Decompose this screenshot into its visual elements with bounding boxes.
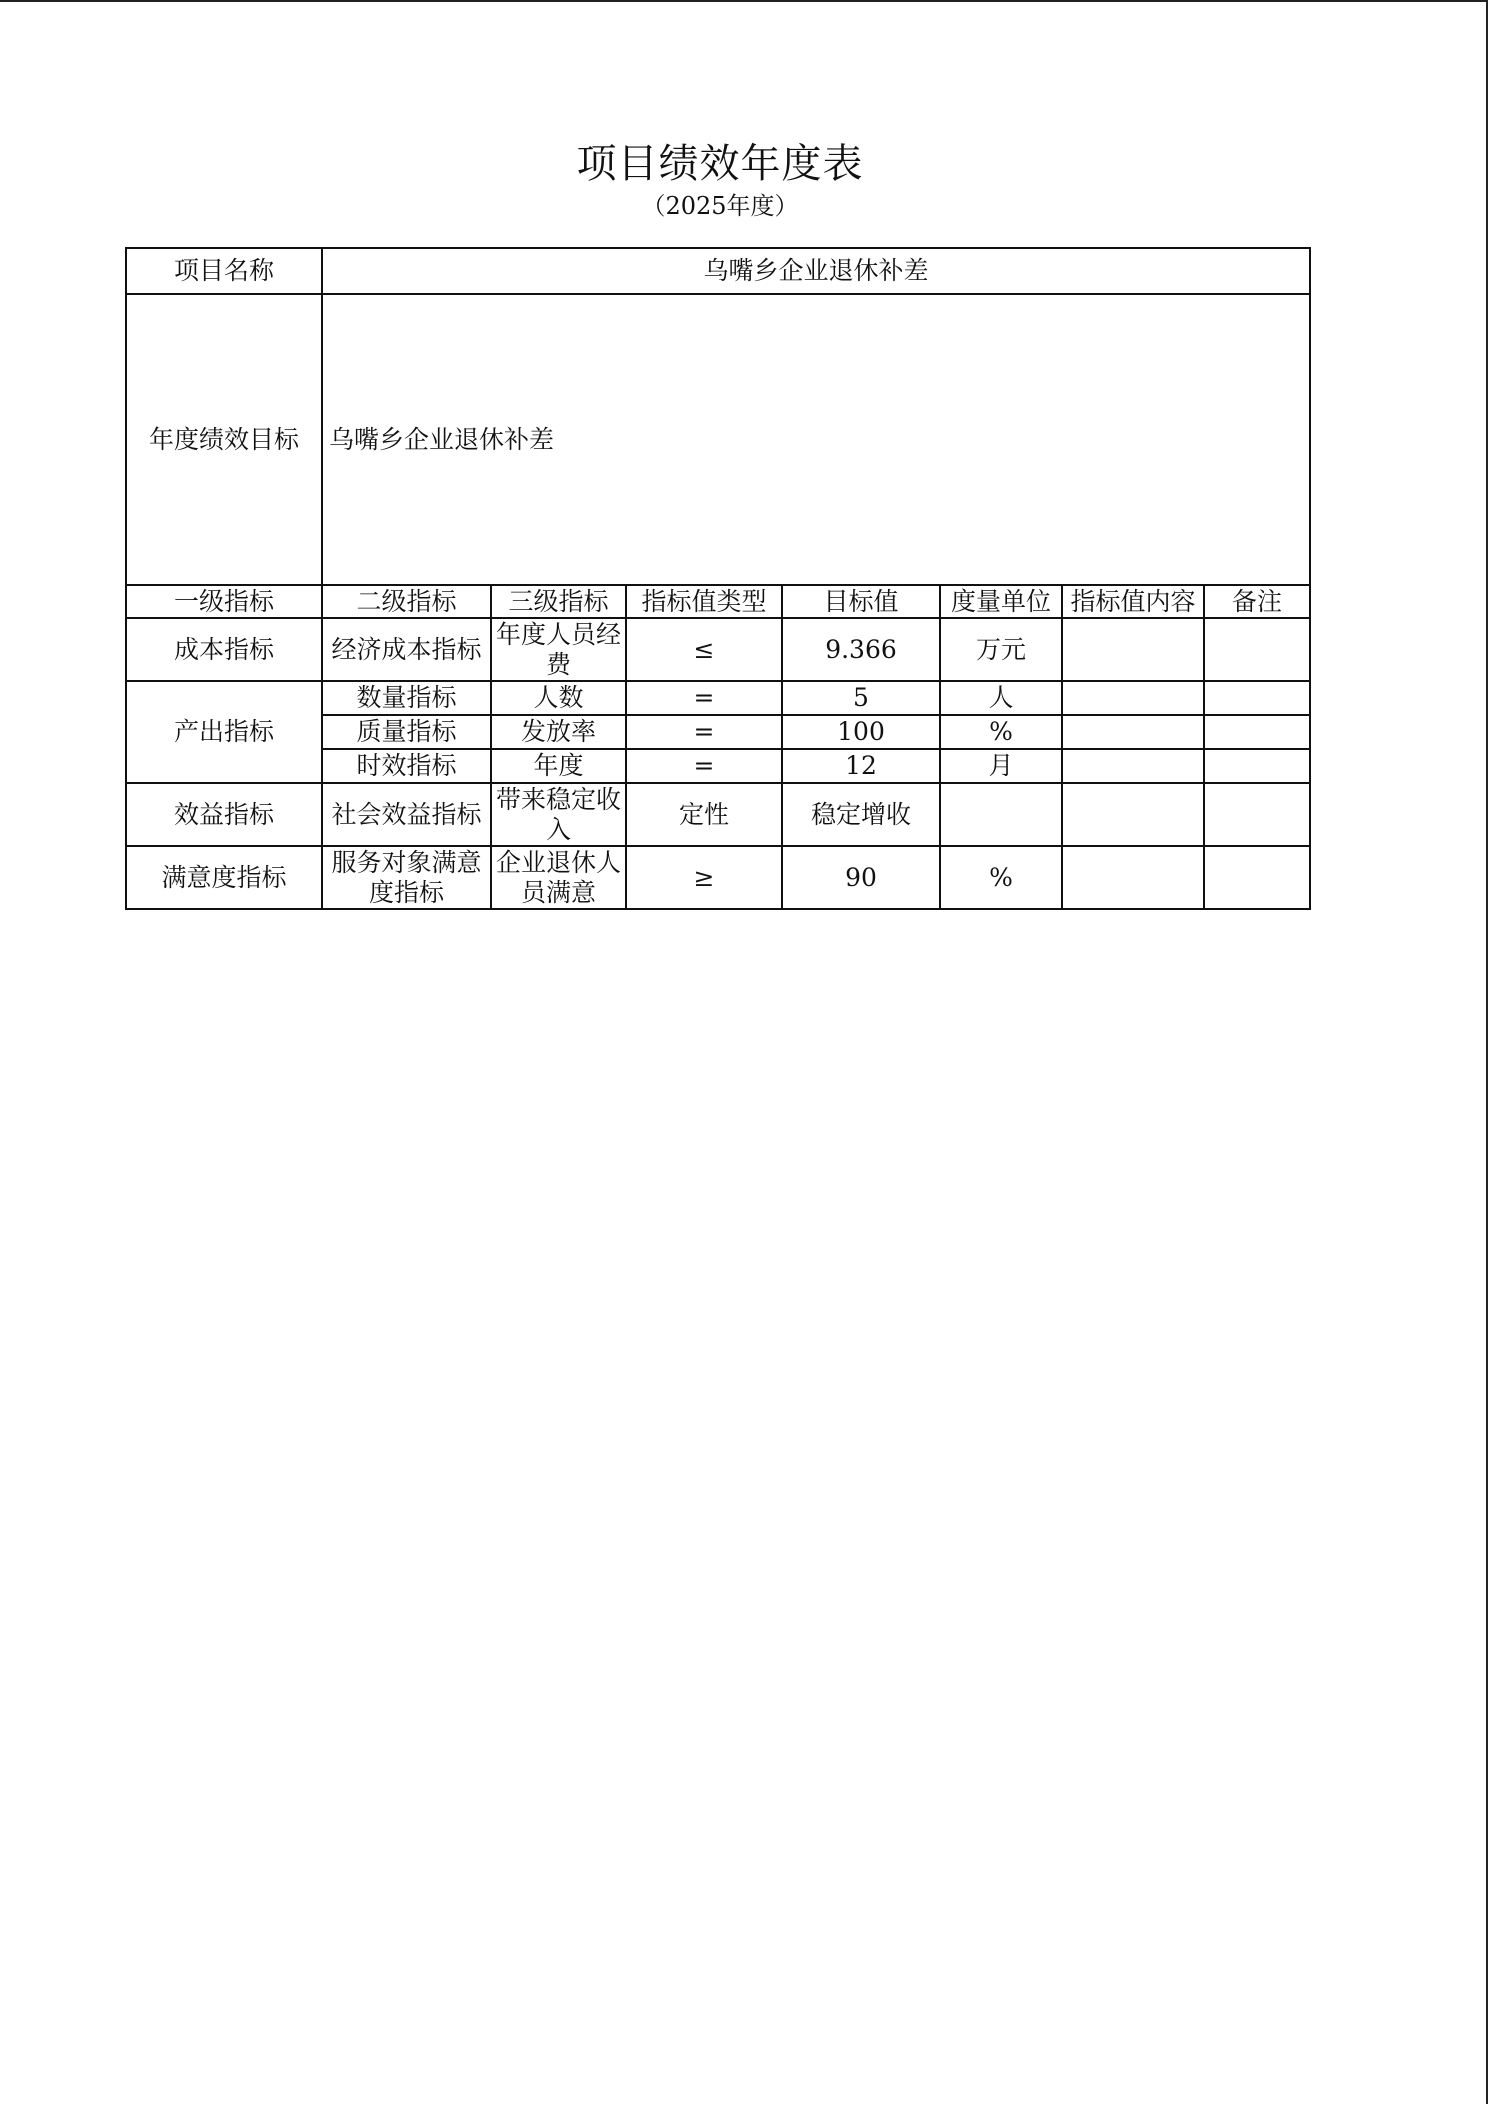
level3-cell: 年度人员经费 <box>491 618 626 681</box>
value-content-cell <box>1062 618 1204 681</box>
level2-cell: 社会效益指标 <box>322 783 491 846</box>
page-subtitle: （2025年度） <box>641 192 799 220</box>
value-content-cell <box>1062 681 1204 715</box>
header-level1: 一级指标 <box>126 585 322 618</box>
project-name-label: 项目名称 <box>126 248 322 294</box>
header-note: 备注 <box>1204 585 1310 618</box>
level2-cell: 服务对象满意度指标 <box>322 846 491 909</box>
level3-cell: 带来稳定收入 <box>491 783 626 846</box>
header-unit: 度量单位 <box>940 585 1062 618</box>
group-satisfaction: 满意度指标 <box>126 846 322 909</box>
value-type-cell: 定性 <box>626 783 782 846</box>
level3-cell: 年度 <box>491 749 626 783</box>
target-value-cell: 100 <box>782 715 940 749</box>
unit-cell: % <box>940 846 1062 909</box>
value-type-cell: = <box>626 749 782 783</box>
value-content-cell <box>1062 846 1204 909</box>
unit-cell: 月 <box>940 749 1062 783</box>
note-cell <box>1204 715 1310 749</box>
level3-cell: 企业退休人员满意 <box>491 846 626 909</box>
annual-goal-label: 年度绩效目标 <box>126 294 322 585</box>
level3-cell: 人数 <box>491 681 626 715</box>
header-value-type: 指标值类型 <box>626 585 782 618</box>
table-row <box>126 618 1310 681</box>
target-value-cell: 90 <box>782 846 940 909</box>
page-title: 项目绩效年度表 <box>576 141 864 187</box>
table-row <box>126 681 1310 715</box>
group-benefit: 效益指标 <box>126 783 322 846</box>
target-value-cell: 12 <box>782 749 940 783</box>
header-value-content: 指标值内容 <box>1062 585 1204 618</box>
note-cell <box>1204 749 1310 783</box>
table-row <box>126 846 1310 909</box>
project-name-value: 乌嘴乡企业退休补差 <box>322 248 1310 294</box>
unit-cell <box>940 783 1062 846</box>
project-name-row <box>126 248 1310 294</box>
note-cell <box>1204 618 1310 681</box>
performance-table <box>125 247 1311 910</box>
value-type-cell: = <box>626 681 782 715</box>
annual-goal-row <box>126 294 1310 585</box>
unit-cell: % <box>940 715 1062 749</box>
header-level2: 二级指标 <box>322 585 491 618</box>
level2-cell: 时效指标 <box>322 749 491 783</box>
value-type-cell: ≤ <box>626 618 782 681</box>
group-cost: 成本指标 <box>126 618 322 681</box>
header-row <box>126 585 1310 618</box>
note-cell <box>1204 681 1310 715</box>
value-type-cell: = <box>626 715 782 749</box>
value-type-cell: ≥ <box>626 846 782 909</box>
note-cell <box>1204 783 1310 846</box>
unit-cell: 万元 <box>940 618 1062 681</box>
level3-cell: 发放率 <box>491 715 626 749</box>
table-row <box>126 783 1310 846</box>
header-level3: 三级指标 <box>491 585 626 618</box>
page-top-border <box>0 0 1488 2</box>
level2-cell: 数量指标 <box>322 681 491 715</box>
target-value-cell: 5 <box>782 681 940 715</box>
value-content-cell <box>1062 749 1204 783</box>
group-output: 产出指标 <box>126 681 322 783</box>
target-value-cell: 9.366 <box>782 618 940 681</box>
value-content-cell <box>1062 715 1204 749</box>
target-value-cell: 稳定增收 <box>782 783 940 846</box>
value-content-cell <box>1062 783 1204 846</box>
unit-cell: 人 <box>940 681 1062 715</box>
header-target-value: 目标值 <box>782 585 940 618</box>
level2-cell: 经济成本指标 <box>322 618 491 681</box>
annual-goal-value: 乌嘴乡企业退休补差 <box>322 294 1310 585</box>
level2-cell: 质量指标 <box>322 715 491 749</box>
note-cell <box>1204 846 1310 909</box>
